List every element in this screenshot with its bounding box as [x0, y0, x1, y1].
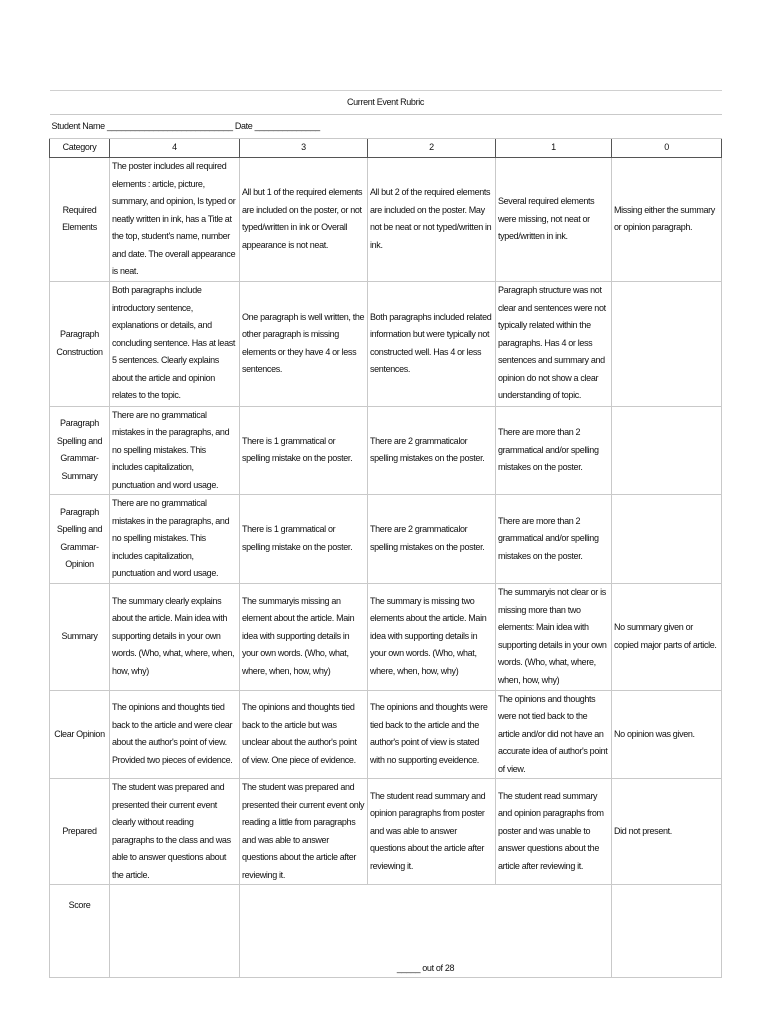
score-row — [50, 885, 722, 978]
criteria-cell-3: The summaryis missing an element about the article. Main idea with supporting details in your own words. (Who, what, where, when, how, why) — [240, 583, 368, 690]
criteria-cell-1: The opinions and thoughts were not tied back to the article and/or did not have an accurate idea of author's point of view. — [496, 690, 612, 779]
criteria-cell-3: The opinions and thoughts tied back to the article but was unclear about the author's point of view. One piece of evidence. — [240, 690, 368, 779]
category-cell: Prepared — [50, 779, 110, 885]
category-cell: Paragraph Spelling and Grammar-Summary — [50, 406, 110, 495]
criteria-cell-4: There are no grammatical mistakes in the paragraphs, and no spelling mistakes. This includes capitalization, punctuation and word usage. — [110, 406, 240, 495]
criteria-cell-3: There is 1 grammatical or spelling mistake on the poster. — [240, 495, 368, 584]
criteria-cell-3: One paragraph is well written, the other paragraph is missing elements or they have 4 or less sentences. — [240, 281, 368, 406]
header-score-2: 2 — [368, 139, 496, 158]
criteria-cell-0 — [612, 281, 722, 406]
criteria-cell-2: Both paragraphs included related information but were typically not constructed well. Has 4 or less sentences. — [368, 281, 496, 406]
rubric-table — [49, 90, 722, 978]
criteria-cell-4: The summary clearly explains about the article. Main idea with supporting details in your own words. (Who, what, where, when, how, why) — [110, 583, 240, 690]
category-cell: Paragraph Construction — [50, 281, 110, 406]
category-cell: Summary — [50, 583, 110, 690]
criteria-cell-2: There are 2 grammaticalor spelling mistakes on the poster. — [368, 495, 496, 584]
table-row — [50, 406, 722, 495]
table-row — [50, 158, 722, 282]
criteria-cell-3: There is 1 grammatical or spelling mistake on the poster. — [240, 406, 368, 495]
table-row — [50, 583, 722, 690]
header-score-0: 0 — [612, 139, 722, 158]
criteria-cell-0: Missing either the summary or opinion paragraph. — [612, 158, 722, 282]
criteria-cell-0 — [612, 406, 722, 495]
header-category: Category — [50, 139, 110, 158]
criteria-cell-0: No summary given or copied major parts of article. — [612, 583, 722, 690]
criteria-cell-0 — [612, 495, 722, 584]
header-score-1: 1 — [496, 139, 612, 158]
table-row — [50, 690, 722, 779]
rubric-title: Current Event Rubric — [50, 91, 722, 115]
criteria-cell-1: Paragraph structure was not clear and sentences were not typically related within the paragraphs. Has 4 or less sentences and summary and opinion do not show a clear understanding of topic. — [496, 281, 612, 406]
score-label: Score — [50, 885, 110, 978]
criteria-cell-1: The summaryis not clear or is missing more than two elements: Main idea with supporting details in your own words. (Who, what, where, when, how, why) — [496, 583, 612, 690]
score-blank-4 — [110, 885, 240, 978]
criteria-cell-0: No opinion was given. — [612, 690, 722, 779]
table-row — [50, 779, 722, 885]
header-score-3: 3 — [240, 139, 368, 158]
category-cell: Paragraph Spelling and Grammar-Opinion — [50, 495, 110, 584]
criteria-cell-4: The student was prepared and presented their current event clearly without reading paragraphs to the class and was able to answer questions about the article. — [110, 779, 240, 885]
category-cell: Required Elements — [50, 158, 110, 282]
rubric-sheet — [49, 90, 721, 978]
table-row — [50, 281, 722, 406]
header-score-4: 4 — [110, 139, 240, 158]
score-total-line: _____ out of 28 — [240, 885, 612, 978]
criteria-cell-4: There are no grammatical mistakes in the paragraphs, and no spelling mistakes. This includes capitalization, punctuation and word usage. — [110, 495, 240, 584]
criteria-cell-2: The opinions and thoughts were tied back to the article and the author's point of view is stated with no supporting eveidence. — [368, 690, 496, 779]
criteria-cell-2: There are 2 grammaticalor spelling mistakes on the poster. — [368, 406, 496, 495]
criteria-cell-1: Several required elements were missing, not neat or typed/written in ink. — [496, 158, 612, 282]
criteria-cell-3: All but 1 of the required elements are included on the poster, or not typed/written in ink or Overall appearance is not neat. — [240, 158, 368, 282]
criteria-cell-3: The student was prepared and presented their current event only reading a little from paragraphs and was able to answer questions about the article after reviewing it. — [240, 779, 368, 885]
criteria-cell-2: The student read summary and opinion paragraphs from poster and was able to answer questions about the article after reviewing it. — [368, 779, 496, 885]
criteria-cell-4: The opinions and thoughts tied back to the article and were clear about the author's point of view. Provided two pieces of evidence. — [110, 690, 240, 779]
criteria-cell-1: There are more than 2 grammatical and/or spelling mistakes on the poster. — [496, 406, 612, 495]
criteria-cell-4: Both paragraphs include introductory sentence, explanations or details, and concluding sentence. Has at least 5 sentences. Clearly explains about the article and opinion relates to the topic. — [110, 281, 240, 406]
header-row — [50, 139, 722, 158]
criteria-cell-4: The poster includes all required elements : article, picture, summary, and opinion, Is typed or neatly written in ink, has a Title at the top, student's name, number and date. The overall appearance is neat. — [110, 158, 240, 282]
criteria-cell-2: The summary is missing two elements about the article. Main idea with supporting details in your own words. (Who, what, where, when, how, why) — [368, 583, 496, 690]
criteria-cell-1: There are more than 2 grammatical and/or spelling mistakes on the poster. — [496, 495, 612, 584]
criteria-cell-0: Did not present. — [612, 779, 722, 885]
category-cell: Clear Opinion — [50, 690, 110, 779]
criteria-cell-2: All but 2 of the required elements are included on the poster. May not be neat or not typed/written in ink. — [368, 158, 496, 282]
table-row — [50, 495, 722, 584]
criteria-cell-1: The student read summary and opinion paragraphs from poster and was unable to answer questions about the article after reviewing it. — [496, 779, 612, 885]
score-blank-0 — [612, 885, 722, 978]
student-name-date-line: Student Name ___________________________ Date ______________ — [50, 115, 722, 139]
